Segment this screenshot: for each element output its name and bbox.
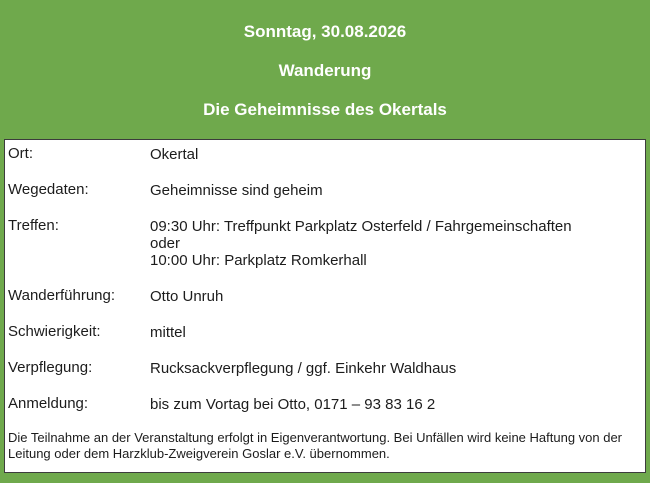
detail-label: Anmeldung: [8, 395, 89, 412]
detail-value [150, 324, 642, 341]
detail-value-line: Okertal [150, 146, 199, 163]
detail-row [8, 146, 642, 163]
detail-value-line: mittel [150, 324, 186, 341]
detail-row [8, 396, 642, 413]
detail-value-line: bis zum Vortag bei Otto, 0171 – 93 83 16 2 [150, 396, 436, 413]
detail-label: Wanderführung: [8, 287, 116, 304]
detail-label: Treffen: [8, 217, 59, 234]
detail-row [8, 182, 642, 199]
detail-value-line: 10:00 Uhr: Parkplatz Romkerhall [150, 252, 367, 269]
event-header [0, 0, 650, 139]
disclaimer-text: Die Teilnahme an der Veranstaltung erfolgt in Eigenverantwortung. Bei Unfällen wird keine Haftung von der Leitung oder dem Harzklub-Zweigverein Goslar e.V. übernommen. [8, 430, 623, 461]
detail-value [150, 182, 642, 199]
detail-value [150, 396, 642, 413]
detail-label: Schwierigkeit: [8, 323, 101, 340]
detail-value-line: oder [150, 235, 181, 252]
detail-value [150, 360, 642, 377]
detail-row [8, 218, 642, 269]
details-panel [4, 139, 646, 473]
detail-label: Wegedaten: [8, 181, 89, 198]
detail-value-line: Rucksackverpflegung / ggf. Einkehr Waldhaus [150, 360, 457, 377]
detail-value [150, 218, 642, 269]
event-type: Wanderung [278, 61, 372, 80]
event-title: Die Geheimnisse des Okertals [203, 100, 447, 119]
detail-value-line: Otto Unruh [150, 288, 224, 305]
event-date: Sonntag, 30.08.2026 [243, 22, 407, 41]
detail-value [150, 288, 642, 305]
detail-value [150, 146, 642, 163]
detail-value-line: Geheimnisse sind geheim [150, 182, 323, 199]
detail-row [8, 360, 642, 377]
detail-label: Verpflegung: [8, 359, 93, 376]
detail-value-line: 09:30 Uhr: Treffpunkt Parkplatz Osterfeld / Fahrgemeinschaften [150, 218, 572, 235]
detail-row [8, 288, 642, 305]
detail-label: Ort: [8, 145, 33, 162]
details-list [8, 146, 642, 413]
detail-row [8, 324, 642, 341]
